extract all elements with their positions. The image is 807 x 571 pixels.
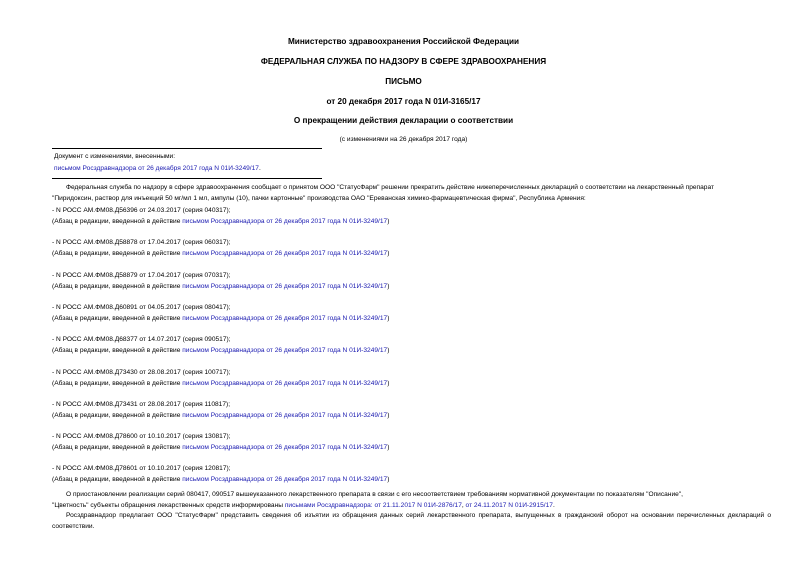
amendment-prefix: (Абзац в редакции, введенной в действие xyxy=(52,476,183,483)
declaration-item: - N РОСС АМ.ФМ08.Д56396 от 24.03.2017 (серия 040317); xyxy=(52,207,231,214)
amendment-suffix: ) xyxy=(387,444,390,451)
suspension-sep: , xyxy=(461,502,466,509)
amendment-suffix: ) xyxy=(387,347,390,354)
declaration-item: - N РОСС АМ.ФМ08.Д58879 от 17.04.2017 (серия 070317); xyxy=(52,272,231,279)
amendment-suffix: ) xyxy=(387,412,390,419)
amendment-note xyxy=(52,248,771,259)
declaration-item: - N РОСС АМ.ФМ08.Д60891 от 04.05.2017 (серия 080417); xyxy=(52,304,231,311)
declaration-item: - N РОСС АМ.ФМ08.Д58878 от 17.04.2017 (серия 060317); xyxy=(52,239,231,246)
amendment-prefix: (Абзац в редакции, введенной в действие xyxy=(52,444,183,451)
suspension-text: "Цветность" субъекты обращения лекарственных средств информированы xyxy=(52,502,285,509)
ministry-heading: Министерство здравоохранения Российской Федерации xyxy=(287,37,520,46)
amendment-note xyxy=(52,474,771,485)
intro-line-1: Федеральная служба по надзору в сфере здравоохранения сообщает о принятом ООО "СтатусФарм" решении прекратить действие нижеперечисленных деклараций о соответствии на лекарственный препарат xyxy=(66,184,714,191)
declaration-item: - N РОСС АМ.ФМ08.Д73430 от 28.08.2017 (серия 100717); xyxy=(52,369,231,376)
amendment-link[interactable]: письмом Росздравнадзора от 26 декабря 2017 года N 01И-3249/17 xyxy=(182,444,388,451)
amendment-link[interactable]: письмом Росздравнадзора от 26 декабря 2017 года N 01И-3249/17 xyxy=(182,250,388,257)
suspension-paragraph-line-1: О приостановлении реализации серий 080417, 090517 вышеуказанного лекарственного препарата в связи с его несоответствием требованиям нормативной документации по показателям "Описание", xyxy=(66,491,683,498)
date-number-heading: от 20 декабря 2017 года N 01И-3165/17 xyxy=(326,97,481,106)
amendment-suffix: ) xyxy=(387,283,390,290)
amendment-prefix: (Абзац в редакции, введенной в действие xyxy=(52,380,183,387)
amendment-note xyxy=(52,410,771,421)
amendment-suffix: ) xyxy=(387,250,390,257)
amendment-note xyxy=(52,442,771,453)
amendment-prefix: (Абзац в редакции, введенной в действие xyxy=(52,250,183,257)
amendment-note xyxy=(52,313,771,324)
suspension-link-2[interactable]: от 24.11.2017 N 01И-2915/17 xyxy=(465,502,553,509)
change-note-link[interactable]: письмом Росздравнадзора от 26 декабря 2017 года N 01И-3249/17 xyxy=(54,165,259,172)
amendment-link[interactable]: письмом Росздравнадзора от 26 декабря 2017 года N 01И-3249/17 xyxy=(182,412,388,419)
change-note-top-rule xyxy=(52,148,322,149)
revision-note: (с изменениями на 26 декабря 2017 года) xyxy=(339,136,468,143)
amendment-suffix: ) xyxy=(387,315,390,322)
declaration-item: - N РОСС АМ.ФМ08.Д78600 от 10.10.2017 (серия 130817); xyxy=(52,433,231,440)
change-note-source xyxy=(54,165,261,173)
amendment-link[interactable]: письмом Росздравнадзора от 26 декабря 2017 года N 01И-3249/17 xyxy=(182,347,388,354)
amendment-prefix: (Абзац в редакции, введенной в действие xyxy=(52,315,183,322)
document-title: О прекращении действия декларации о соответствии xyxy=(293,116,514,125)
change-note-bottom-rule xyxy=(52,178,322,179)
amendment-note xyxy=(52,216,771,227)
amendment-note xyxy=(52,281,771,292)
doc-type-heading: ПИСЬМО xyxy=(385,77,422,86)
amendment-note xyxy=(52,345,771,356)
amendment-link[interactable]: письмом Росздравнадзора от 26 декабря 2017 года N 01И-3249/17 xyxy=(182,283,388,290)
amendment-note xyxy=(52,378,771,389)
amendment-prefix: (Абзац в редакции, введенной в действие xyxy=(52,218,183,225)
amendment-prefix: (Абзац в редакции, введенной в действие xyxy=(52,283,183,290)
change-note-label: Документ с изменениями, внесенными: xyxy=(54,153,176,160)
declaration-item: - N РОСС АМ.ФМ08.Д78601 от 10.10.2017 (серия 120817); xyxy=(52,465,231,472)
amendment-suffix: ) xyxy=(387,380,390,387)
change-note-suffix: . xyxy=(258,165,261,172)
agency-heading: ФЕДЕРАЛЬНАЯ СЛУЖБА ПО НАДЗОРУ В СФЕРЕ ЗДРАВООХРАНЕНИЯ xyxy=(260,57,547,66)
amendment-suffix: ) xyxy=(387,476,390,483)
amendment-prefix: (Абзац в редакции, введенной в действие xyxy=(52,347,183,354)
amendment-link[interactable]: письмом Росздравнадзора от 26 декабря 2017 года N 01И-3249/17 xyxy=(182,315,388,322)
declaration-item: - N РОСС АМ.ФМ08.Д68377 от 14.07.2017 (серия 090517); xyxy=(52,336,231,343)
amendment-suffix: ) xyxy=(387,218,390,225)
amendment-link[interactable]: письмом Росздравнадзора от 26 декабря 2017 года N 01И-3249/17 xyxy=(182,218,388,225)
amendment-prefix: (Абзац в редакции, введенной в действие xyxy=(52,412,183,419)
request-paragraph: Росздравнадзор предлагает ООО "СтатусФарм" представить сведения об изъятии из обращения данных серий лекарственного препарата, выпущенных в гражданский оборот на основании перечисленных деклараций о соответствии. xyxy=(52,512,771,530)
suspension-end: . xyxy=(552,502,555,509)
intro-line-2: "Пиридоксин, раствор для инъекций 50 мг/мл 1 мл, ампулы (10), пачки картонные" производства ОАО "Ереванская химико-фармацевтическая фирма", Республика Армения: xyxy=(52,195,586,202)
amendment-link[interactable]: письмом Росздравнадзора от 26 декабря 2017 года N 01И-3249/17 xyxy=(182,476,388,483)
suspension-link-1[interactable]: письмами Росздравнадзора: от 21.11.2017 N 01И-2876/17 xyxy=(284,502,462,509)
amendment-link[interactable]: письмом Росздравнадзора от 26 декабря 2017 года N 01И-3249/17 xyxy=(182,380,388,387)
declaration-item: - N РОСС АМ.ФМ08.Д73431 от 28.08.2017 (серия 110817); xyxy=(52,401,231,408)
